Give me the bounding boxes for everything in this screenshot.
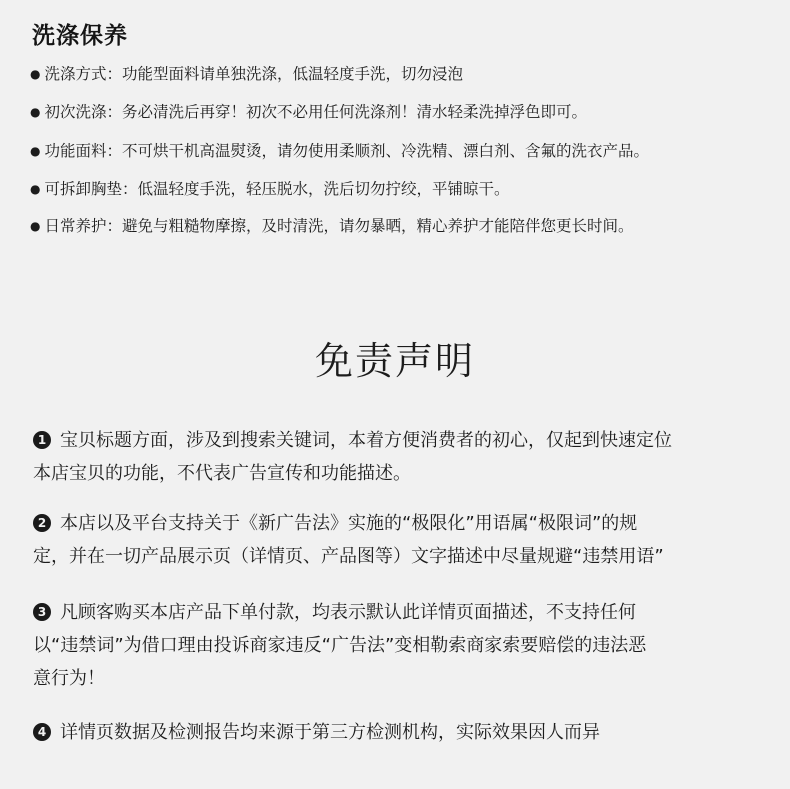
disclaimer-line <box>33 507 773 540</box>
disclaimer-line: 定，并在一切产品展示页（详情页、产品图等）文字描述中尽量规避“违禁用语” <box>33 546 664 567</box>
care-item <box>30 179 510 199</box>
number-badge-icon: 2 <box>33 514 51 532</box>
care-item-text: 洗涤方式：功能型面料请单独洗涤，低温轻度手洗，切勿浸泡 <box>44 65 463 83</box>
disclaimer-line <box>33 596 773 629</box>
number-badge-icon: 3 <box>33 603 51 621</box>
bullet-icon: ● <box>30 182 41 196</box>
disclaimer-item <box>33 424 773 490</box>
care-item-text: 日常养护：避免与粗糙物摩擦，及时清洗，请勿暴晒，精心养护才能陪伴您更长时间。 <box>44 217 634 235</box>
care-item <box>30 102 587 122</box>
disclaimer-line: 意行为！ <box>33 668 105 689</box>
disclaimer-item <box>33 507 773 573</box>
disclaimer-line: 本店宝贝的功能，不代表广告宣传和功能描述。 <box>33 463 411 484</box>
disclaimer-item <box>33 596 773 695</box>
disclaimer-item <box>33 716 773 749</box>
number-badge-icon: 1 <box>33 431 51 449</box>
bullet-icon: ● <box>30 144 41 158</box>
disclaimer-title: 免责声明 <box>314 339 475 383</box>
care-item <box>30 216 634 236</box>
care-item <box>30 64 463 84</box>
care-item-text: 初次洗涤：务必清洗后再穿！初次不必用任何洗涤剂！清水轻柔洗掉浮色即可。 <box>44 103 587 121</box>
care-title: 洗涤保养 <box>32 23 128 49</box>
disclaimer-text: 详情页数据及检测报告均来源于第三方检测机构，实际效果因人而异 <box>60 722 600 743</box>
care-item-text: 可拆卸胸垫：低温轻度手洗，轻压脱水，洗后切勿拧绞，平铺晾干。 <box>44 180 510 198</box>
disclaimer-line <box>33 424 773 457</box>
number-badge-icon: 4 <box>33 723 51 741</box>
disclaimer-text: 宝贝标题方面，涉及到搜索关键词，本着方便消费者的初心，仅起到快速定位 <box>60 430 672 451</box>
care-item-text: 功能面料：不可烘干机高温熨烫，请勿使用柔顺剂、冷洗精、漂白剂、含氟的洗衣产品。 <box>44 142 649 160</box>
care-item <box>30 141 649 161</box>
disclaimer-text: 凡顾客购买本店产品下单付款，均表示默认此详情页面描述，不支持任何 <box>60 602 636 623</box>
disclaimer-text: 本店以及平台支持关于《新广告法》实施的“极限化”用语属“极限词”的规 <box>60 513 638 534</box>
bullet-icon: ● <box>30 105 41 119</box>
bullet-icon: ● <box>30 219 41 233</box>
disclaimer-line <box>33 716 773 749</box>
bullet-icon: ● <box>30 67 41 81</box>
disclaimer-line: 以“违禁词”为借口理由投诉商家违反“广告法”变相勒索商家索要赔偿的违法恶 <box>33 635 647 656</box>
